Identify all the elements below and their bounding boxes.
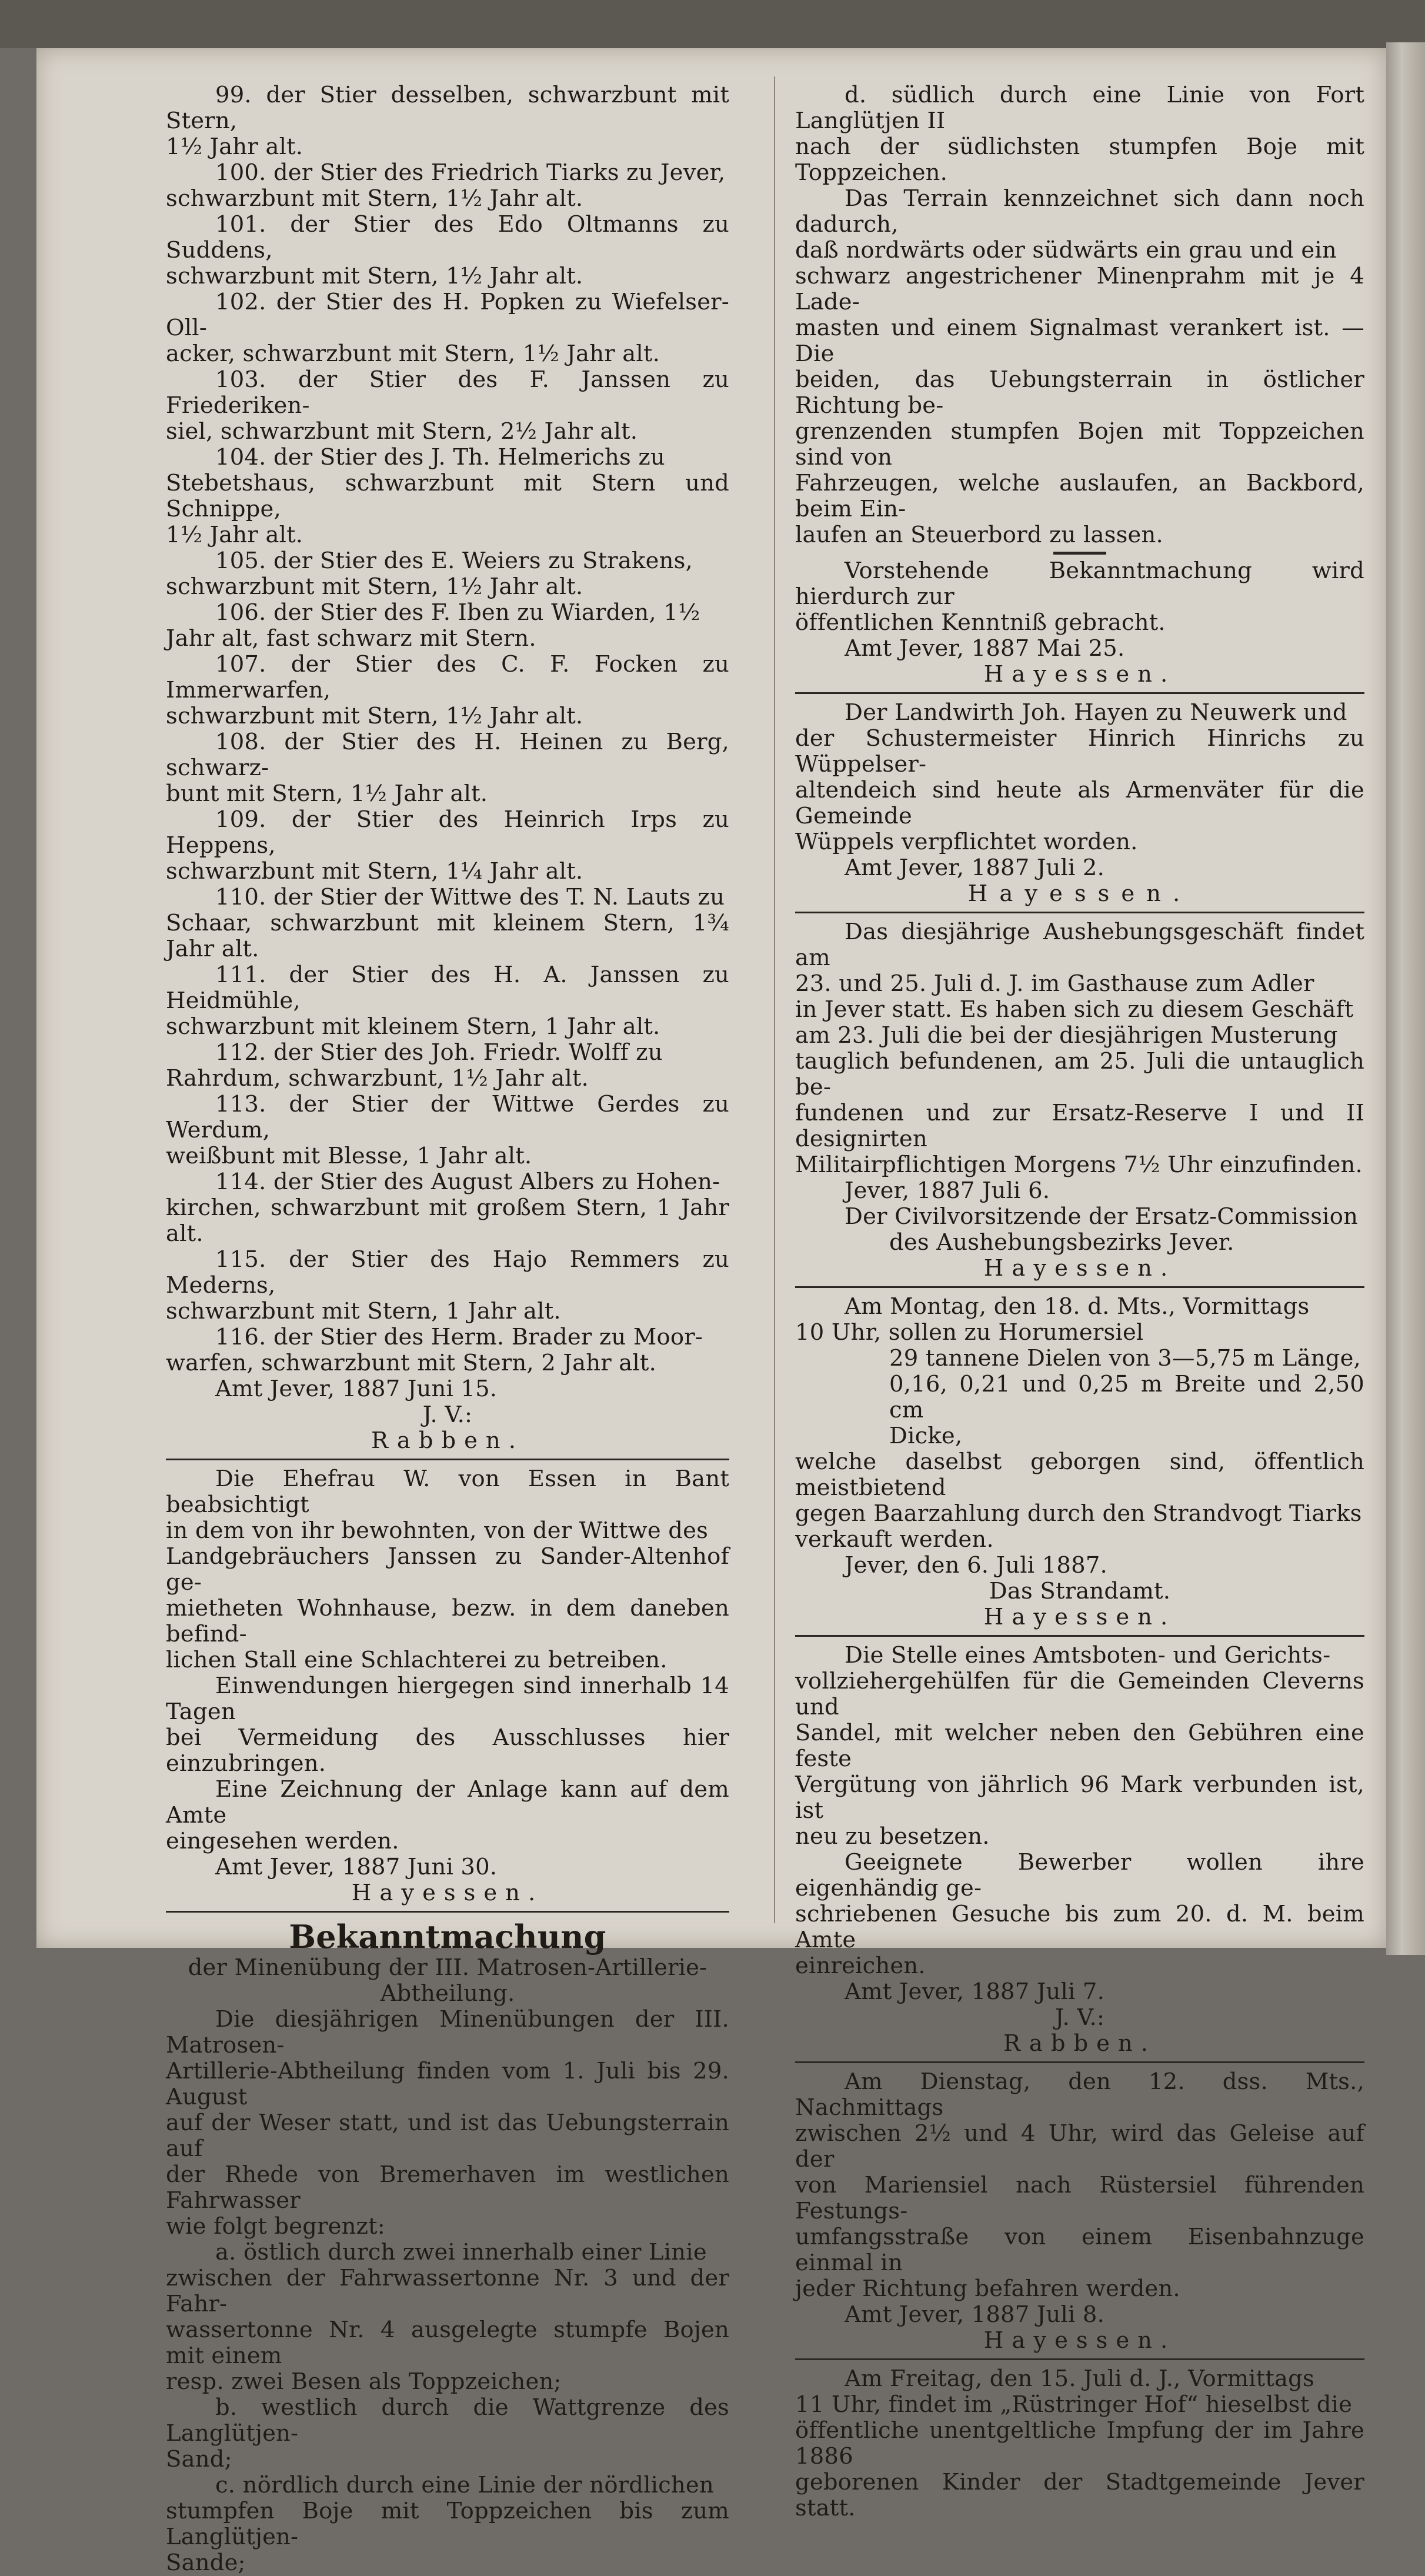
text-line: schwarzbunt mit Stern, 1 Jahr alt. — [166, 1298, 561, 1324]
text-line: geborenen Kinder der Stadtgemeinde Jever statt. — [795, 2469, 1364, 2521]
text-line: Stebetshaus, schwarzbunt mit Stern und Schnippe, — [166, 470, 729, 522]
text-line: 116. der Stier des Herm. Brader zu Moor- — [215, 1324, 703, 1350]
text-line: Der Civilvorsitzende der Ersatz-Commission — [845, 1203, 1359, 1230]
text-line: Fahrzeugen, welche auslaufen, an Backbord, beim Ein- — [795, 470, 1364, 522]
text-line: Landgebräuchers Janssen zu Sander-Altenhof ge- — [166, 1543, 729, 1596]
text-line: schriebenen Gesuche bis zum 20. d. M. beim Amte — [795, 1901, 1364, 1953]
text-line: d. südlich durch eine Linie von Fort Langlütjen II — [795, 82, 1364, 134]
text-line: 29 tannene Dielen von 3—5,75 m Länge, — [889, 1345, 1361, 1372]
text-line: Amt Jever, 1887 Juni 30. — [215, 1854, 498, 1880]
text-line: schwarzbunt mit kleinem Stern, 1 Jahr alt. — [166, 1013, 660, 1040]
text-line: weißbunt mit Blesse, 1 Jahr alt. — [166, 1143, 532, 1169]
text-line: siel, schwarzbunt mit Stern, 2½ Jahr alt. — [166, 418, 638, 445]
text-line: jeder Richtung befahren werden. — [795, 2275, 1180, 2302]
text-line: vollziehergehülfen für die Gemeinden Cleverns und — [795, 1668, 1364, 1720]
text-line: Rahrdum, schwarzbunt, 1½ Jahr alt. — [166, 1065, 589, 1092]
text-line: 103. der Stier des F. Janssen zu Friederiken- — [166, 366, 729, 419]
section-rule — [166, 1911, 729, 1913]
text-line: 110. der Stier der Wittwe des T. N. Lauts zu — [215, 884, 725, 910]
text-line: verkauft werden. — [795, 1526, 994, 1553]
text-line: Die Ehefrau W. von Essen in Bant beabsichtigt — [166, 1466, 729, 1518]
text-line: Hayessen. — [983, 1255, 1176, 1282]
text-line: laufen an Steuerbord zu lassen. — [795, 522, 1163, 548]
text-line: Hayessen. — [967, 880, 1192, 907]
right-column — [795, 82, 1364, 2521]
text-line: Amt Jever, 1887 Mai 25. — [845, 635, 1125, 662]
text-line: bunt mit Stern, 1½ Jahr alt. — [166, 780, 488, 807]
text-line: des Aushebungsbezirks Jever. — [889, 1229, 1234, 1256]
section-rule — [795, 1286, 1364, 1288]
text-line: zwischen 2½ und 4 Uhr, wird das Geleise auf der — [795, 2120, 1364, 2173]
text-line: zwischen der Fahrwassertonne Nr. 3 und der Fahr- — [166, 2265, 729, 2317]
text-line: neu zu besetzen. — [795, 1823, 990, 1850]
text-line: auf der Weser statt, und ist das Uebungsterrain auf — [166, 2110, 729, 2162]
text-line: eingesehen werden. — [166, 1828, 399, 1854]
text-line: 108. der Stier des H. Heinen zu Berg, schwarz- — [166, 729, 729, 781]
text-line: Hayessen. — [983, 2327, 1176, 2354]
text-line: Vergütung von jährlich 96 Mark verbunden ist, ist — [795, 1771, 1364, 1824]
text-line: Vorstehende Bekanntmachung wird hierdurch zur — [795, 558, 1364, 610]
text-line: a. östlich durch zwei innerhalb einer Linie — [215, 2239, 707, 2265]
text-line: Die Stelle eines Amtsboten- und Gerichts- — [845, 1642, 1331, 1669]
text-line: Hayessen. — [983, 1604, 1176, 1630]
column-divider — [774, 76, 775, 1923]
text-line: der Rhede von Bremerhaven im westlichen Fahrwasser — [166, 2161, 729, 2214]
text-line: in Jever statt. Es haben sich zu diesem Geschäft — [795, 996, 1354, 1023]
text-line: Die diesjährigen Minenübungen der III. Matrosen- — [166, 2006, 729, 2058]
text-line: 113. der Stier der Wittwe Gerdes zu Werdum, — [166, 1091, 729, 1143]
text-line: 11 Uhr, findet im „Rüstringer Hof“ hieselbst die — [795, 2391, 1353, 2418]
text-line: wie folgt begrenzt: — [166, 2213, 385, 2240]
text-line: Der Landwirth Joh. Hayen zu Neuwerk und — [845, 699, 1347, 726]
text-line: 106. der Stier des F. Iben zu Wiarden, 1½ — [215, 599, 700, 626]
text-line: schwarzbunt mit Stern, 1½ Jahr alt. — [166, 185, 583, 212]
text-line: J. V.: — [1054, 2004, 1105, 2031]
text-line: fundenen und zur Ersatz-Reserve I und II designirten — [795, 1100, 1364, 1152]
text-line: Am Montag, den 18. d. Mts., Vormittags — [845, 1293, 1310, 1320]
text-line: acker, schwarzbunt mit Stern, 1½ Jahr alt. — [166, 341, 660, 367]
section-rule — [795, 2061, 1364, 2063]
text-line: Amt Jever, 1887 Juni 15. — [215, 1376, 498, 1402]
text-line: 99. der Stier desselben, schwarzbunt mit Stern, — [166, 82, 729, 134]
text-line: 10 Uhr, sollen zu Horumersiel — [795, 1319, 1144, 1346]
text-line: grenzenden stumpfen Bojen mit Toppzeichen sind von — [795, 418, 1364, 471]
text-line: 109. der Stier des Heinrich Irps zu Heppens, — [166, 806, 729, 859]
text-line: Geeignete Bewerber wollen ihre eigenhändig ge- — [795, 1849, 1364, 1901]
text-line: Sand; — [166, 2446, 232, 2472]
text-line: nach der südlichsten stumpfen Boje mit Toppzeichen. — [795, 134, 1364, 186]
section-rule — [795, 692, 1364, 694]
text-line: Artillerie-Abtheilung finden vom 1. Juli bis 29. August — [166, 2058, 729, 2110]
text-line: Amt Jever, 1887 Juli 2. — [845, 855, 1105, 881]
scan-background-top — [0, 0, 1425, 48]
text-line: Sandel, mit welcher neben den Gebühren eine feste — [795, 1720, 1364, 1772]
text-line: der Minenübung der III. Matrosen-Artillerie- — [188, 1954, 708, 1981]
text-line: in dem von ihr bewohnten, von der Wittwe des — [166, 1517, 709, 1544]
text-line: lichen Stall eine Schlachterei zu betreiben. — [166, 1647, 668, 1673]
text-line: kirchen, schwarzbunt mit großem Stern, 1 Jahr alt. — [166, 1194, 729, 1247]
text-line: einreichen. — [795, 1953, 926, 1979]
text-line: welche daselbst geborgen sind, öffentlich meistbietend — [795, 1449, 1364, 1501]
text-line: 1½ Jahr alt. — [166, 134, 303, 160]
text-line: mietheten Wohnhause, bezw. in dem daneben befind- — [166, 1595, 729, 1647]
text-line: Rabben. — [1003, 2030, 1156, 2057]
text-line: Jever, den 6. Juli 1887. — [845, 1552, 1107, 1579]
text-line: J. V.: — [422, 1402, 473, 1428]
text-line: am 23. Juli die bei der diesjährigen Musterung — [795, 1022, 1338, 1049]
text-line: 0,16, 0,21 und 0,25 m Breite und 2,50 cm — [889, 1371, 1364, 1423]
text-line: Amt Jever, 1887 Juli 7. — [845, 1978, 1105, 2005]
text-line: 111. der Stier des H. A. Janssen zu Heidmühle, — [166, 962, 729, 1014]
text-line: 115. der Stier des Hajo Remmers zu Mederns, — [166, 1246, 729, 1299]
text-line: Hayessen. — [983, 661, 1176, 688]
text-line: Jever, 1887 Juli 6. — [845, 1177, 1050, 1204]
text-line: umfangsstraße von einem Eisenbahnzuge einmal in — [795, 2224, 1364, 2276]
text-line: beiden, das Uebungsterrain in östlicher Richtung be- — [795, 366, 1364, 419]
text-line: Hayessen. — [351, 1880, 544, 1906]
text-line: bei Vermeidung des Ausschlusses hier einzubringen. — [166, 1724, 729, 1777]
page-edge-right — [1386, 42, 1425, 1955]
text-line: Das Strandamt. — [989, 1578, 1171, 1604]
text-line: Am Dienstag, den 12. dss. Mts., Nachmittags — [795, 2068, 1364, 2121]
section-divider-bar — [1053, 552, 1106, 555]
text-line: Abtheilung. — [380, 1980, 515, 2007]
text-line: Am Freitag, den 15. Juli d. J., Vormittags — [845, 2365, 1314, 2392]
text-line: daß nordwärts oder südwärts ein grau und ein — [795, 237, 1337, 263]
section-rule — [795, 1635, 1364, 1637]
text-line: 100. der Stier des Friedrich Tiarks zu Jever, — [215, 159, 726, 186]
text-line: gegen Baarzahlung durch den Strandvogt Tiarks — [795, 1500, 1362, 1527]
text-line: Sande; — [166, 2550, 246, 2576]
section-rule — [166, 1459, 729, 1460]
text-line: Das diesjährige Aushebungsgeschäft findet am — [795, 919, 1364, 971]
section-rule — [795, 2358, 1364, 2360]
text-line: 112. der Stier des Joh. Friedr. Wolff zu — [215, 1039, 663, 1066]
section-rule — [795, 912, 1364, 913]
text-line: Bekanntmachung — [289, 1918, 606, 1956]
text-line: Amt Jever, 1887 Juli 8. — [845, 2301, 1105, 2328]
text-line: b. westlich durch die Wattgrenze des Langlütjen- — [166, 2394, 729, 2447]
text-line: warfen, schwarzbunt mit Stern, 2 Jahr alt. — [166, 1350, 657, 1376]
text-line: 102. der Stier des H. Popken zu Wiefelser-Oll- — [166, 289, 729, 341]
text-line: 104. der Stier des J. Th. Helmerichs zu — [215, 444, 665, 471]
text-line: schwarzbunt mit Stern, 1½ Jahr alt. — [166, 263, 583, 289]
text-line: Dicke, — [889, 1423, 963, 1449]
text-line: Jahr alt, fast schwarz mit Stern. — [166, 625, 536, 652]
text-line: schwarzbunt mit Stern, 1½ Jahr alt. — [166, 573, 583, 600]
text-line: der Schustermeister Hinrich Hinrichs zu Wüppelser- — [795, 725, 1364, 778]
text-line: Militairpflichtigen Morgens 7½ Uhr einzufinden. — [795, 1152, 1363, 1178]
text-line: stumpfen Boje mit Toppzeichen bis zum Langlütjen- — [166, 2498, 729, 2550]
text-line: öffentlichen Kenntniß gebracht. — [795, 609, 1166, 636]
text-line: 23. und 25. Juli d. J. im Gasthause zum Adler — [795, 970, 1314, 997]
text-line: 105. der Stier des E. Weiers zu Strakens, — [215, 548, 693, 574]
text-line: Rabben. — [371, 1427, 524, 1454]
text-line: schwarz angestrichener Minenprahm mit je 4 Lade- — [795, 263, 1364, 315]
text-line: masten und einem Signalmast verankert ist. — Die — [795, 315, 1364, 367]
text-line: schwarzbunt mit Stern, 1¼ Jahr alt. — [166, 858, 583, 885]
left-column — [166, 82, 729, 2576]
text-line: 107. der Stier des C. F. Focken zu Immerwarfen, — [166, 651, 729, 703]
text-line: Einwendungen hiergegen sind innerhalb 14 Tagen — [166, 1673, 729, 1725]
text-line: altendeich sind heute als Armenväter für die Gemeinde — [795, 777, 1364, 829]
text-line: Schaar, schwarzbunt mit kleinem Stern, 1¾ Jahr alt. — [166, 910, 729, 962]
text-line: Eine Zeichnung der Anlage kann auf dem Amte — [166, 1776, 729, 1828]
text-line: Wüppels verpflichtet worden. — [795, 829, 1138, 855]
text-line: tauglich befundenen, am 25. Juli die untauglich be- — [795, 1048, 1364, 1100]
text-line: resp. zwei Besen als Toppzeichen; — [166, 2368, 562, 2395]
text-line: öffentliche unentgeltliche Impfung der im Jahre 1886 — [795, 2417, 1364, 2470]
text-line: wassertonne Nr. 4 ausgelegte stumpfe Bojen mit einem — [166, 2317, 729, 2369]
text-line: 101. der Stier des Edo Oltmanns zu Suddens, — [166, 211, 729, 263]
text-line: 1½ Jahr alt. — [166, 522, 303, 548]
text-line: von Mariensiel nach Rüstersiel führenden Festungs- — [795, 2172, 1364, 2224]
text-line: Das Terrain kennzeichnet sich dann noch dadurch, — [795, 185, 1364, 238]
text-line: schwarzbunt mit Stern, 1½ Jahr alt. — [166, 703, 583, 729]
text-line: c. nördlich durch eine Linie der nördlichen — [215, 2472, 714, 2498]
text-line: 114. der Stier des August Albers zu Hohen- — [215, 1169, 720, 1195]
